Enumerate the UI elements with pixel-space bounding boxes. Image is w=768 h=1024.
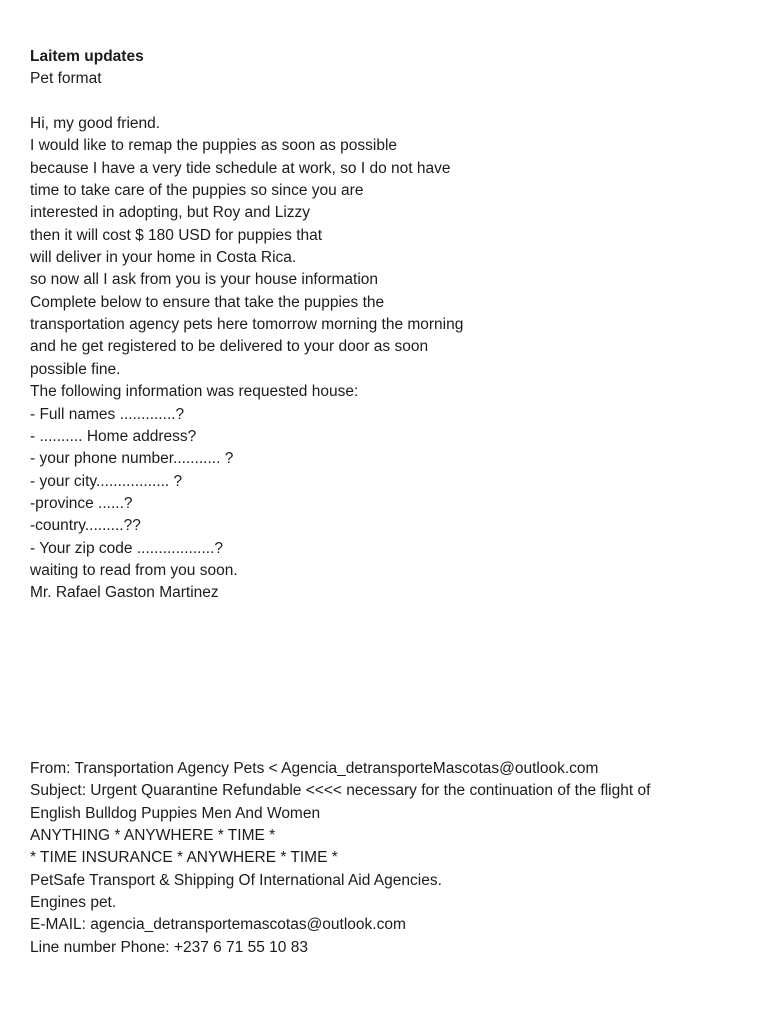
note-title: Laitem updates [30, 48, 144, 65]
request-item: -province ......? [30, 494, 133, 512]
message-line: so now all I ask from you is your house information [30, 271, 379, 289]
request-item: - your city................. ? [30, 472, 183, 490]
request-item: - .......... Home address? [30, 427, 197, 445]
message-line: I would like to remap the puppies as soon as possible [30, 137, 398, 155]
message-line: then it will cost $ 180 USD for puppies that [30, 226, 323, 244]
footer-line: PetSafe Transport & Shipping Of International Aid Agencies. [30, 871, 442, 889]
message-line: and he get registered to be delivered to your door as soon [30, 338, 429, 356]
message-line: possible fine. [30, 360, 121, 378]
message-line: interested in adopting, but Roy and Lizzy [30, 204, 311, 222]
footer-line: * TIME INSURANCE * ANYWHERE * TIME * [30, 849, 338, 867]
message-line: The following information was requested house: [30, 383, 359, 401]
phone-line: Line number Phone: +237 6 71 55 10 83 [30, 938, 308, 956]
subject-continuation: English Bulldog Puppies Men And Women [30, 804, 321, 822]
message-line: waiting to read from you soon. [30, 561, 238, 579]
message-line: Hi, my good friend. [30, 115, 161, 133]
note-subtitle: Pet format [30, 70, 102, 88]
footer-line: Engines pet. [30, 894, 117, 912]
request-item: - Full names .............? [30, 405, 185, 423]
message-line: time to take care of the puppies so since you are [30, 182, 364, 200]
agency-footer [30, 758, 730, 959]
blank-line [30, 91, 730, 113]
request-item: - Your zip code ..................? [30, 539, 223, 557]
from-line: From: Transportation Agency Pets < Agencia_detransporteMascotas@outlook.com [30, 760, 599, 777]
message-line: will deliver in your home in Costa Rica. [30, 249, 297, 267]
signature: Mr. Rafael Gaston Martinez [30, 584, 219, 602]
request-item: - your phone number........... ? [30, 450, 234, 468]
subject-line: Subject: Urgent Quarantine Refundable <<<< necessary for the continuation of the flight of [30, 782, 651, 800]
footer-line: ANYTHING * ANYWHERE * TIME * [30, 827, 276, 845]
request-item: -country.........?? [30, 517, 141, 535]
note-body [30, 46, 730, 605]
message-line: Complete below to ensure that take the puppies the [30, 293, 385, 311]
message-line: transportation agency pets here tomorrow morning the morning [30, 316, 464, 334]
email-line: E-MAIL: agencia_detransportemascotas@outlook.com [30, 916, 406, 934]
message-line: because I have a very tide schedule at work, so I do not have [30, 159, 451, 177]
